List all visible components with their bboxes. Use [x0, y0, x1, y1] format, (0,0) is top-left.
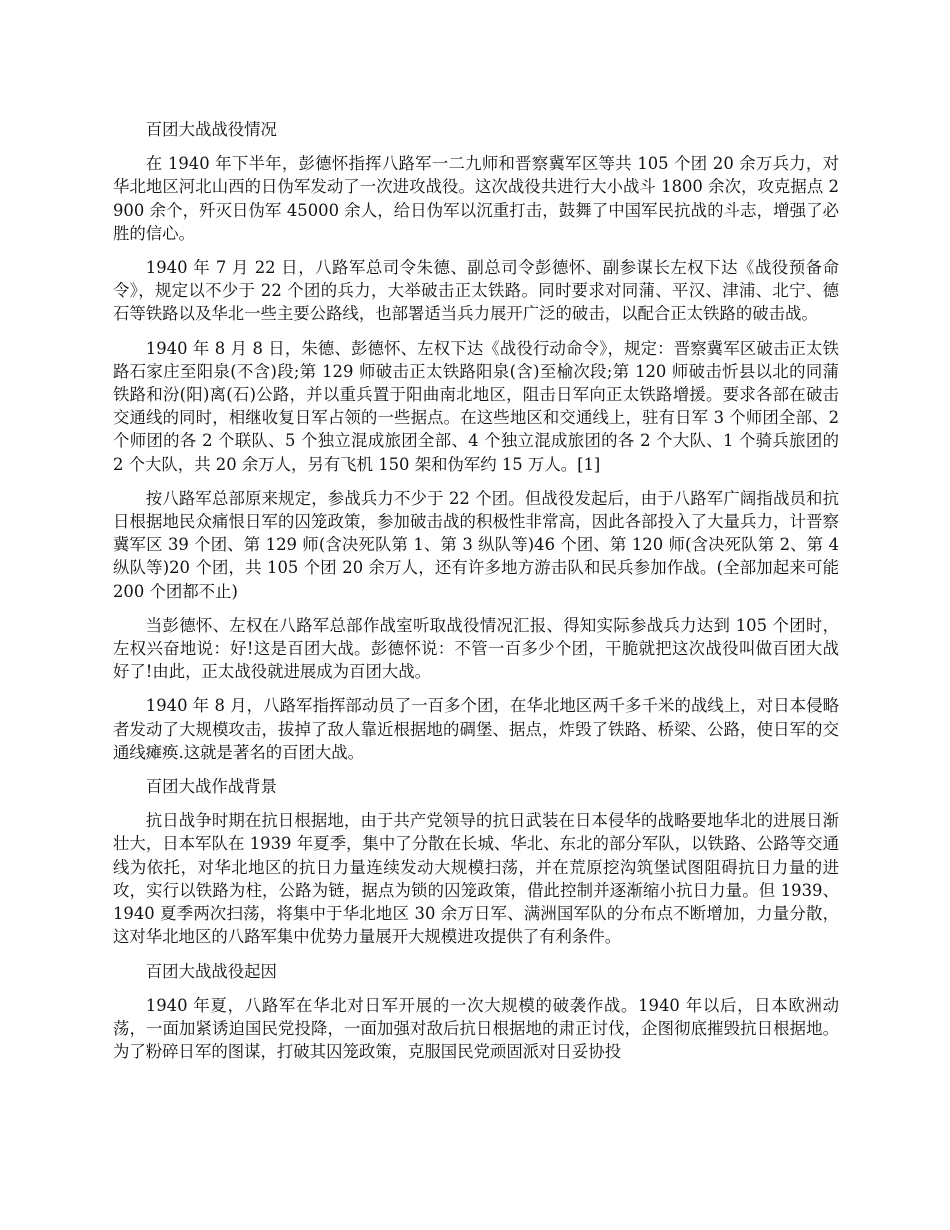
section-heading: 百团大战作战背景	[145, 777, 277, 797]
paragraph: 1940 年 7 月 22 日，八路军总司令朱德、副总司令彭德怀、副参谋长左权下达《战役预备命令》，规定以不少于 22 个团的兵力，大举破击正太铁路。同时要求对同蒲、平汉、津浦、北宁、德石等铁路以及华北一些主要公路线，也部署适当兵力展开广泛的破击，以配合正太铁路的破击战。	[113, 258, 839, 324]
paragraph: 1940 年夏，八路军在华北对日军开展的一次大规模的破袭作战。1940 年以后，日本欧洲动荡，一面加紧诱迫国民党投降，一面加强对敌后抗日根据地的肃正讨伐，企图彻底摧毁抗日根据地。为了粉碎日军的图谋，打破其囚笼政策，克服国民党顽固派对日妥协投	[113, 995, 839, 1062]
document-page	[113, 118, 839, 1074]
paragraph: 1940 年 8 月 8 日，朱德、彭德怀、左权下达《战役行动命令》，规定：晋察冀军区破击正太铁路石家庄至阳泉(不含)段;第 129 师破击正太铁路阳泉(含)至榆次段;第 120 师破击忻县以北的同蒲铁路和汾(阳)离(石)公路，并以重兵置于阳曲南北地区，阻击日军向正太铁路增援。要求各部在破击交通线的同时，相继收复日军占领的一些据点。在这些地区和交通线上，驻有日军 3 个师团全部、2 个师团的各 2 个联队、5 个独立混成旅团全部、4 个独立混成旅团的各 2 个大队、1 个骑兵旅团的 2 个大队，共 20 余万人，另有飞机 150 架和伪军约 15 万人。[1]	[113, 338, 839, 474]
paragraph: 在 1940 年下半年，彭德怀指挥八路军一二九师和晋察冀军区等共 105 个团 20 余万兵力，对华北地区河北山西的日伪军发动了一次进攻战役。这次战役共进行大小战斗 1800 余次，攻克据点 2900 余个，歼灭日伪军 45000 余人，给日伪军以沉重打击，鼓舞了中国军民抗战的斗志，增强了必胜的信心。	[113, 154, 839, 243]
section-heading: 百团大战战役起因	[145, 961, 277, 981]
paragraph: 1940 年 8 月，八路军指挥部动员了一百多个团，在华北地区两千多千米的战线上，对日本侵略者发动了大规模攻击，拔掉了敌人靠近根据地的碉堡、据点，炸毁了铁路、桥梁、公路，使日军的交通线瘫痪.这就是著名的百团大战。	[113, 696, 839, 762]
paragraph: 当彭德怀、左权在八路军总部作战室听取战役情况汇报、得知实际参战兵力达到 105 个团时，左权兴奋地说：好!这是百团大战。彭德怀说：不管一百多少个团，干脆就把这次战役叫做百团大战好了!由此，正太战役就进展成为百团大战。	[113, 615, 839, 682]
section-heading: 百团大战战役情况	[145, 120, 277, 139]
paragraph: 抗日战争时期在抗日根据地，由于共产党领导的抗日武装在日本侵华的战略要地华北的进展日渐壮大，日本军队在 1939 年夏季，集中了分散在长城、华北、东北的部分军队，以铁路、公路等交通线为依托，对华北地区的抗日力量连续发动大规模扫荡，并在荒原挖沟筑堡试图阻碍抗日力量的进攻，实行以铁路为柱，公路为链，据点为锁的囚笼政策，借此控制并逐渐缩小抗日力量。但 1939、1940 夏季两次扫荡，将集中于华北地区 30 余万日军、满洲国军队的分布点不断增加，力量分散，这对华北地区的八路军集中优势力量展开大规模进攻提供了有利条件。	[113, 811, 839, 947]
paragraph: 按八路军总部原来规定，参战兵力不少于 22 个团。但战役发起后，由于八路军广阔指战员和抗日根据地民众痛恨日军的囚笼政策，参加破击战的积极性非常高，因此各部投入了大量兵力，计晋察冀军区 39 个团、第 129 师(含决死队第 1、第 3 纵队等)46 个团、第 120 师(含决死队第 2、第 4 纵队等)20 个团，共 105 个团 20 余万人，还有许多地方游击队和民兵参加作战。(全部加起来可能 200 个团都不止)	[113, 488, 839, 601]
